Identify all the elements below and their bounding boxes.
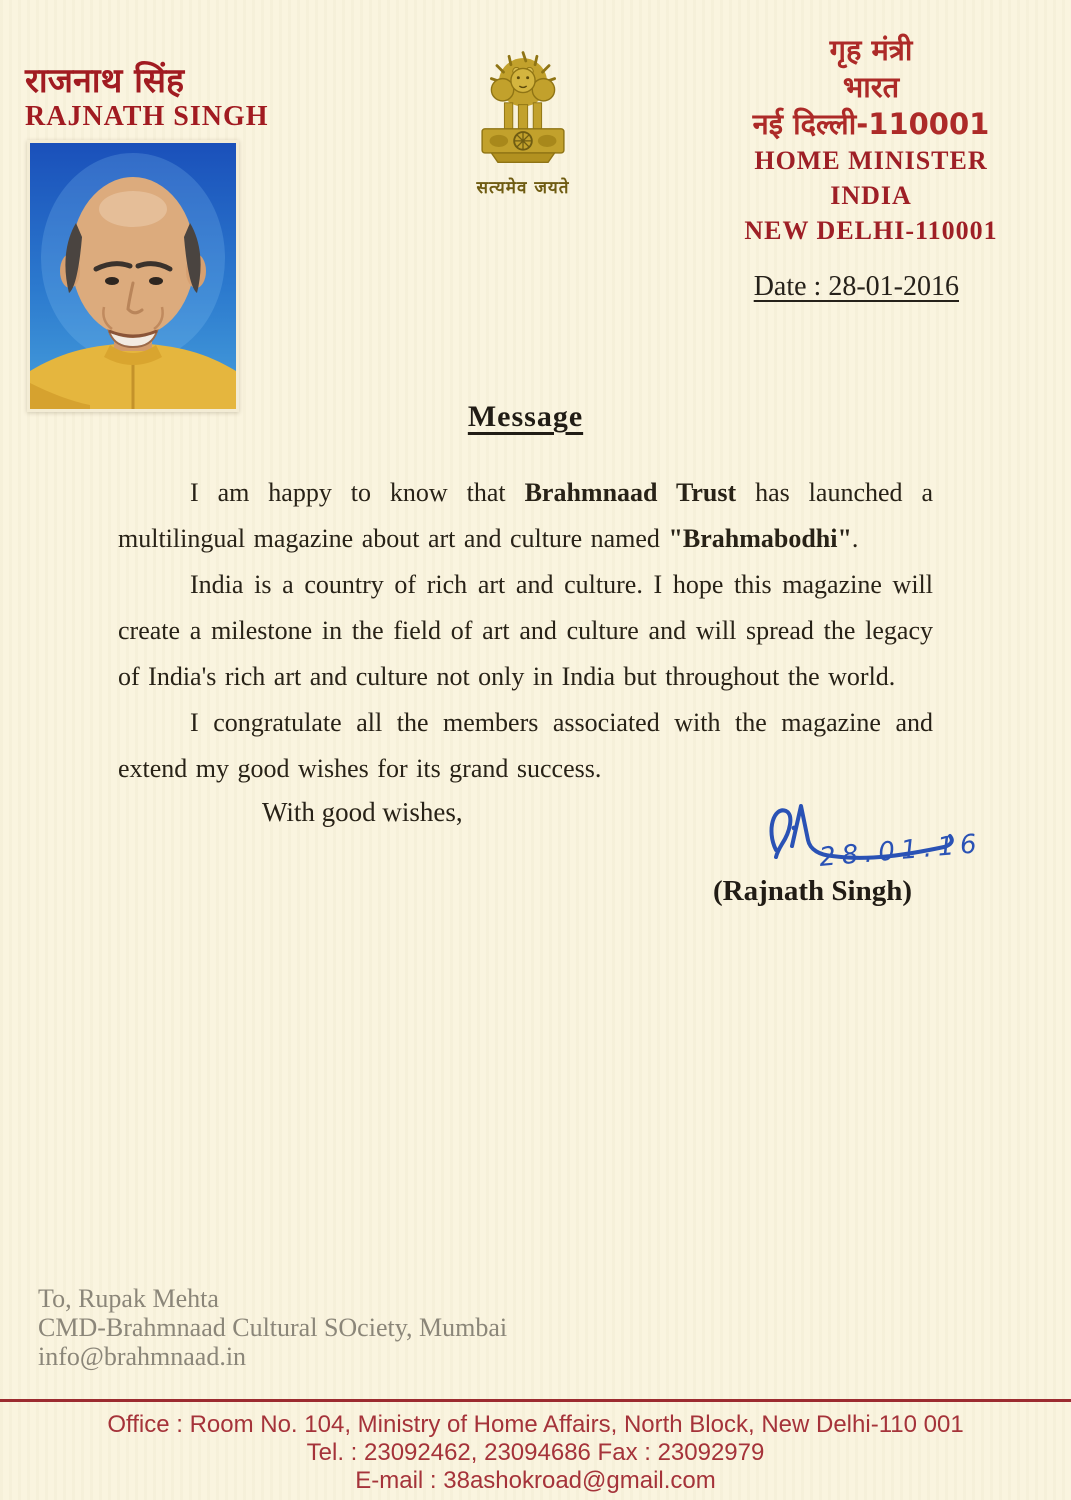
portrait-photo	[27, 140, 239, 412]
recipient-line: To, Rupak Mehta	[38, 1284, 219, 1313]
address-english: NEW DELHI-110001	[744, 216, 998, 245]
message-paragraph: I congratulate all the members associated with the magazine and extend my good wishes for its grand success.	[118, 708, 933, 783]
footer-line: Tel. : 23092462, 23094686 Fax : 23092979	[306, 1439, 765, 1466]
message-paragraph: I am happy to know that Brahmnaad Trust has launched a multilingual magazine about art and culture named "Brahmabodhi".	[118, 478, 934, 553]
office-title-english: HOME MINISTER	[754, 146, 988, 175]
minister-name-hindi: राजनाथ सिंह	[25, 61, 185, 101]
message-paragraph: India is a country of rich art and culture. I hope this magazine will create a milestone in the field of art and culture and will spread the legacy of India's rich art and culture not only in India but throughout the world.	[118, 570, 933, 691]
portrait-illustration	[30, 143, 236, 409]
recipient-block	[38, 1284, 507, 1371]
emblem-block	[452, 34, 594, 198]
recipient-line: info@brahmnaad.in	[38, 1342, 247, 1371]
national-emblem-icon	[467, 34, 579, 166]
letterhead-right	[711, 32, 1031, 248]
footer-line: E-mail : 38ashokroad@gmail.com	[355, 1467, 716, 1494]
footer	[0, 1411, 1071, 1495]
emblem-motto: सत्यमेव जयते	[476, 178, 570, 198]
footer-divider	[0, 1399, 1071, 1402]
minister-name-english: RAJNATH SINGH	[25, 101, 269, 132]
date-line: Date : 28-01-2016	[753, 271, 959, 302]
signature-date-handwritten: 28.01.16	[817, 828, 984, 873]
footer-line: Office : Room No. 104, Ministry of Home Affairs, North Block, New Delhi-110 001	[107, 1411, 964, 1438]
message-heading: Message	[467, 400, 584, 433]
recipient-line: CMD-Brahmnaad Cultural SOciety, Mumbai	[38, 1313, 508, 1342]
country-english: INDIA	[830, 181, 912, 210]
office-title-hindi: गृह मंत्री	[829, 33, 913, 67]
country-hindi: भारत	[842, 70, 900, 104]
closing-line: With good wishes,	[262, 797, 463, 827]
signed-name: (Rajnath Singh)	[713, 875, 913, 907]
address-hindi: नई दिल्ली-110001	[752, 107, 990, 141]
message-body	[118, 470, 933, 792]
